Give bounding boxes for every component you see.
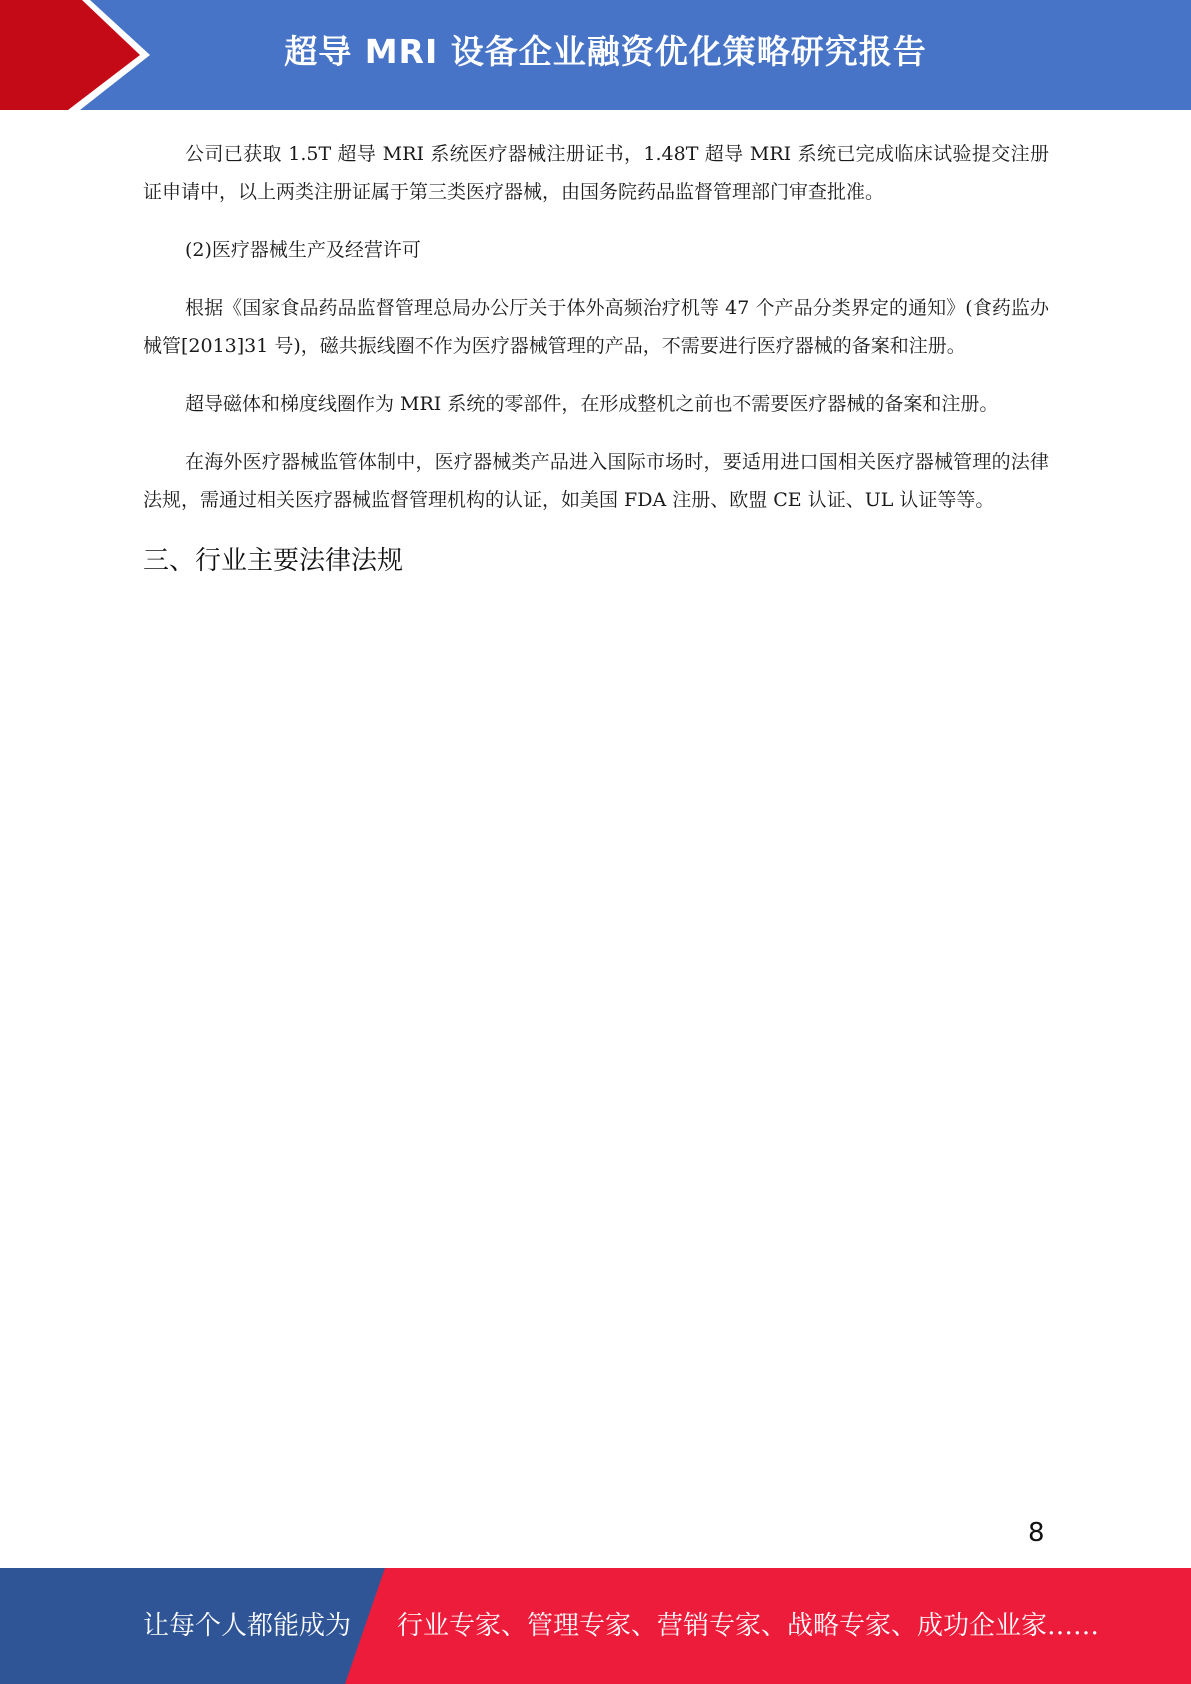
subheading-production-license: (2)医疗器械生产及经营许可	[185, 239, 421, 261]
section-heading: 三、行业主要法律法规	[143, 546, 404, 576]
paragraph-registration: 公司已获取 1.5T 超导 MRI 系统医疗器械注册证书，1.48T 超导 MRI 系统已完成临床试验提交注册证申请中，以上两类注册证属于第三类医疗器械，由国务院药品监督管理部门审查批准。	[143, 143, 1049, 203]
report-title: 超导 MRI 设备企业融资优化策略研究报告	[284, 32, 927, 71]
paragraph-components: 超导磁体和梯度线圈作为 MRI 系统的零部件，在形成整机之前也不需要医疗器械的备案和注册。	[185, 393, 999, 415]
main-content	[143, 135, 1049, 581]
footer-slogan-left: 让每个人都能成为	[143, 1611, 352, 1641]
footer-slogan-right: 行业专家、管理专家、营销专家、战略专家、成功企业家……	[397, 1611, 1100, 1641]
page-footer	[0, 1568, 1191, 1684]
page-header	[0, 0, 1191, 110]
paragraph-coil-classification: 根据《国家食品药品监督管理总局办公厅关于体外高频治疗机等 47 个产品分类界定的通知》(食药监办械管[2013]31 号)，磁共振线圈不作为医疗器械管理的产品，不需要进行医疗器械的备案和注册。	[143, 297, 1049, 357]
page-number: 8	[1028, 1518, 1045, 1548]
paragraph-overseas-regulation: 在海外医疗器械监管体制中，医疗器械类产品进入国际市场时，要适用进口国相关医疗器械管理的法律法规，需通过相关医疗器械监督管理机构的认证，如美国 FDA 注册、欧盟 CE 认证、UL 认证等等。	[143, 451, 1049, 511]
